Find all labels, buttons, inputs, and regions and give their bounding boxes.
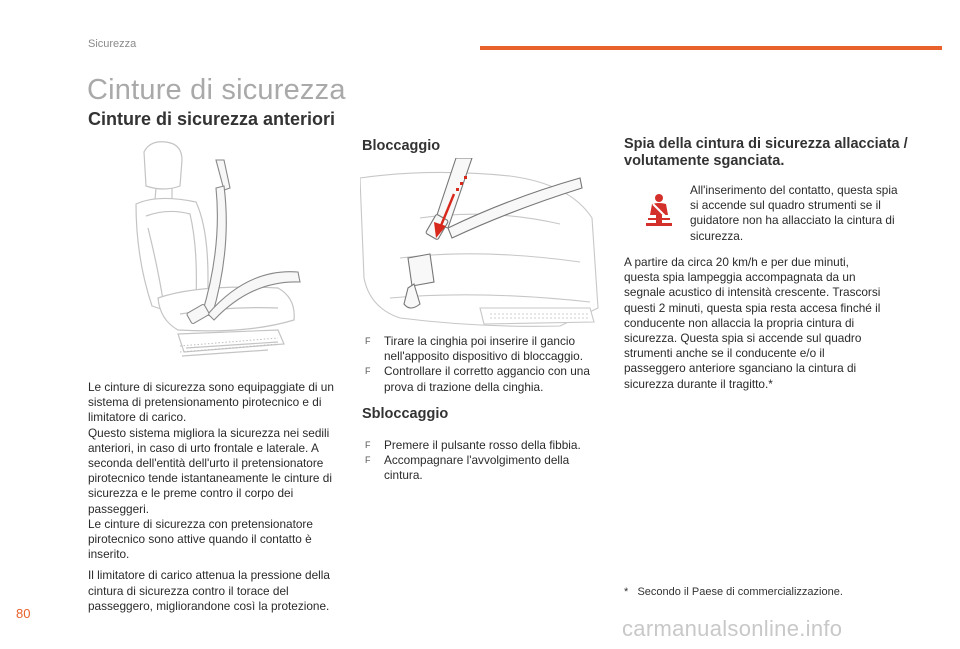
- unlock-heading: Sbloccaggio: [362, 406, 449, 422]
- page-title: Cinture di sicurezza: [87, 74, 346, 106]
- paragraph-active: Le cinture di sicurezza con pretensionatore pirotecnico sono attive quando il contatto è inserito.: [88, 516, 313, 562]
- unlock-step-1-text: Premere il pulsante rosso della fibbia.: [384, 438, 581, 452]
- header-accent-bar: [480, 46, 942, 50]
- paragraph-intro: Le cinture di sicurezza sono equipaggiate di un sistema di pretensionamento pirotecnico e di limitatore di carico.: [88, 380, 334, 425]
- paragraph-load-limiter: Il limitatore di carico attenua la pressione della cintura di sicurezza contro il torace del passeggero, migliorandone così la protezione.: [88, 568, 330, 613]
- unlock-step-2: [365, 453, 605, 483]
- paragraph-pretensioner: Questo sistema migliora la sicurezza nei sedili anteriori, in caso di urto frontale e laterale. A seconda dell'entità dell'urto il pretensionatore pirotecnico tende istantaneamente le cinture di sicurezza e le preme contro il corpo dei passeggeri.: [88, 425, 332, 516]
- lock-step-1-text: Tirare la cinghia poi inserire il gancio nell'apposito dispositivo di bloccaggio.: [384, 334, 583, 364]
- bullet-marker: F: [365, 366, 371, 377]
- bullet-marker: F: [365, 336, 371, 346]
- left-column-text: [88, 380, 346, 614]
- warning-text: All'inserimento del contatto, questa spia si accende sul quadro strumenti se il guidatore non ha allacciato la cintura di sicurezza.: [690, 183, 898, 243]
- buckle-illustration: [360, 158, 610, 330]
- page-number: 80: [16, 606, 31, 621]
- lock-step-1: [365, 334, 605, 364]
- warning-heading: Spia della cintura di sicurezza allacciata / volutamente sganciata.: [624, 136, 908, 169]
- watermark: carmanualsonline.info: [622, 616, 843, 641]
- front-seat-illustration: [128, 138, 340, 366]
- warning-paragraph: A partire da circa 20 km/h e per due minuti, questa spia lampeggia accompagnata da un segnale acustico di intensità crescente. Trascorsi questi 2 minuti, questa spia resta accesa finché il conducente non allaccia la propria cintura di sicurezza. Questa spia si accende sul quadro strumenti anche se il conducente e/o il passeggero anteriore sganciano la cintura di sicurezza durante il tragitto.*: [624, 255, 881, 391]
- lock-heading: Bloccaggio: [362, 138, 441, 154]
- lock-steps: [365, 334, 605, 395]
- unlock-step-1: [365, 438, 605, 453]
- lock-step-2-text: Controllare il corretto aggancio con una prova di trazione della cinghia.: [384, 364, 590, 394]
- unlock-step-2-text: Accompagnare l'avvolgimento della cintura.: [384, 453, 570, 483]
- bullet-marker: F: [365, 455, 371, 466]
- unlock-steps: [365, 438, 605, 484]
- section-subtitle: Cinture di sicurezza anteriori: [88, 109, 336, 129]
- seatbelt-warning-icon: [644, 193, 674, 227]
- section-label: Sicurezza: [88, 38, 137, 50]
- bullet-marker: F: [365, 440, 371, 450]
- lock-step-2: [365, 364, 605, 394]
- footnote: * Secondo il Paese di commercializzazione.: [624, 586, 843, 598]
